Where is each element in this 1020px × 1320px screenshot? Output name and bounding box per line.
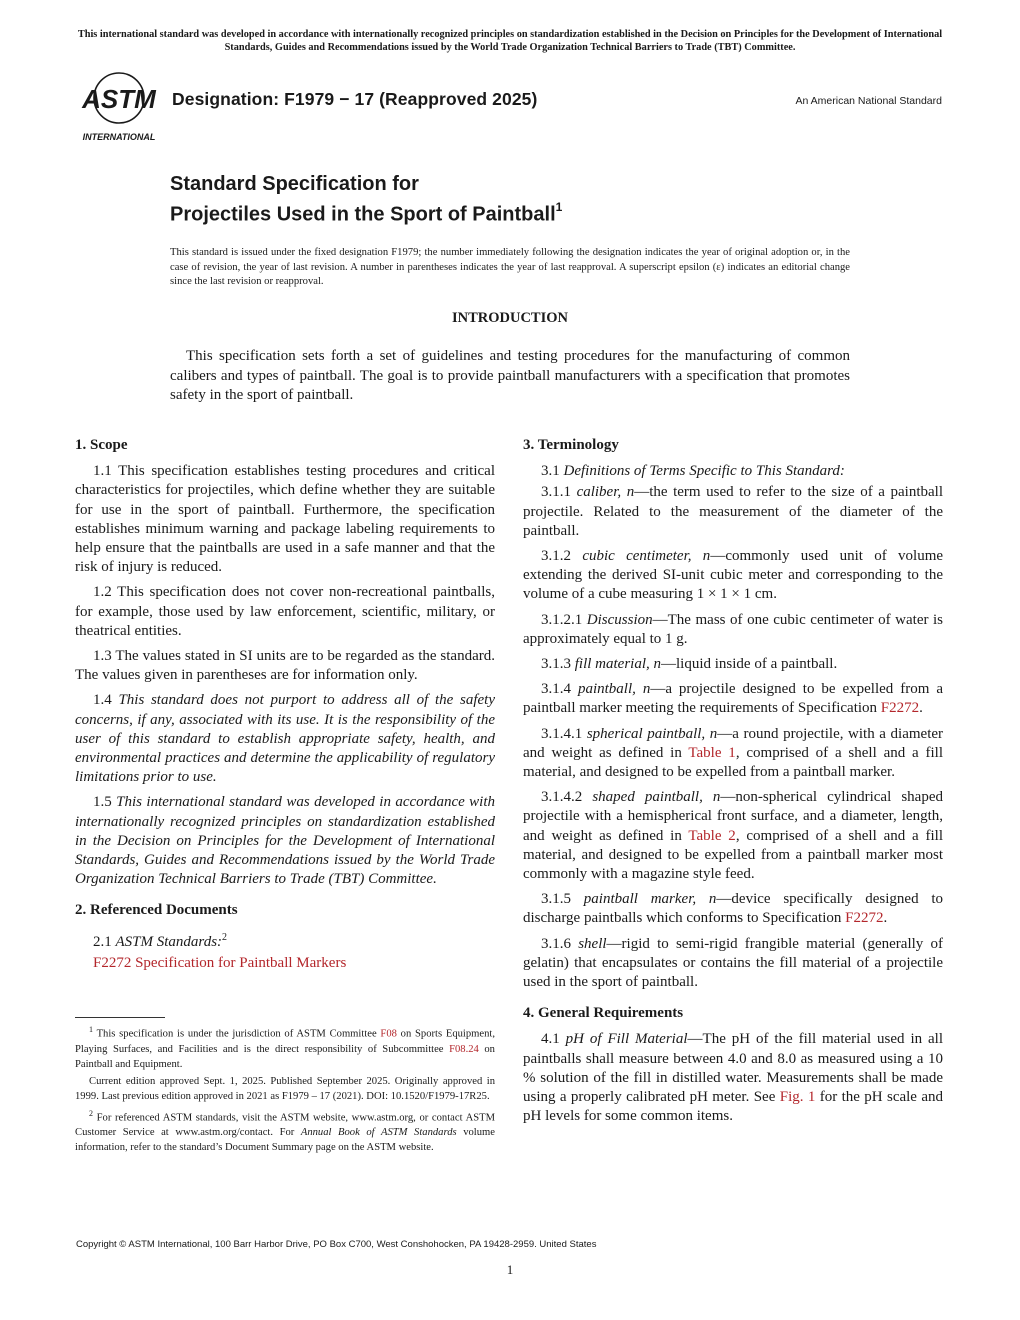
footnotes <box>75 1022 495 1157</box>
f2272-link[interactable]: F2272 <box>880 700 920 717</box>
footnote-1-text-b: on Sports Equipment, Playing Surfaces, and Facilities and is the direct responsibility of Subcommittee <box>75 1028 495 1055</box>
term-fill-material: fill material, n <box>574 656 661 673</box>
general-ph-text-b: for the pH scale and pH levels for some common items. <box>523 1089 943 1125</box>
general-4-1-number: 4.1 <box>541 1031 560 1048</box>
reference-f2272[interactable] <box>75 954 495 973</box>
footnote-2-mark: 2 <box>89 1108 93 1118</box>
term-3-1-number: 3.1 <box>541 463 560 480</box>
term-3-1-4: 3.1.4 paintball, n—a projectile designed to be expelled from a paintball marker meeting the requirements of Specification F2272. <box>523 681 944 717</box>
term-3-1-2 <box>523 547 943 605</box>
term-spherical-paintball: spherical paintball, n <box>586 725 718 742</box>
term-3-1-6-number: 3.1.6 <box>541 935 571 952</box>
term-3-1-4-1-number: 3.1.4.1 <box>541 725 583 742</box>
term-spherical-def-b: , comprised of a shell and a fill material, and designed to be expelled from a paintball marker. <box>523 744 943 781</box>
introduction-heading: INTRODUCTION <box>451 310 568 326</box>
logo-letters: ASTM <box>82 84 156 114</box>
issuance-note: This standard is issued under the fixed designation F1979; the number immediately following the designation indicates the year of original adoption or, in the case of revision, the year of last revision. A number in parentheses indicates the year of last reapproval. A superscript epsilon (ε) indicates an editorial change since the last revision or reapproval. <box>170 247 850 287</box>
ref-footnote-mark: 2 <box>222 931 228 943</box>
fig-1-link[interactable]: Fig. 1 <box>779 1089 816 1106</box>
term-3-1 <box>523 462 943 481</box>
scope-1-5 <box>75 793 495 889</box>
term-discussion-def: —The mass of one cubic centimeter of water is approximately equal to 1 g. <box>523 611 944 647</box>
term-3-1-text: Definitions of Terms Specific to This Standard: <box>563 463 845 480</box>
logo-caption: INTERNATIONAL <box>82 132 156 142</box>
term-paintball-marker: paintball marker, n <box>583 891 717 908</box>
footnote-2 <box>75 1106 495 1156</box>
term-3-1-4-number: 3.1.4 <box>541 681 571 698</box>
committee-f08-link[interactable]: F08 <box>380 1028 397 1040</box>
american-national-standard-label: An American National Standard <box>795 95 942 107</box>
term-3-1-5-number: 3.1.5 <box>541 891 571 908</box>
document-title <box>170 172 562 228</box>
term-caliber: caliber, n <box>576 484 635 501</box>
astm-logo <box>76 70 162 144</box>
term-shaped-def-a: —non-spherical cylindrical shaped projectile with a hemispherical front surface, and a diameter, length, and weight as defined in <box>523 789 943 844</box>
term-caliber-def: —the term used to refer to the size of a paintball projectile. Related to the measurement of the diameter of the paintball. <box>523 484 944 539</box>
term-3-1-2-1-number: 3.1.2.1 <box>541 611 583 628</box>
f2272-link-2[interactable]: F2272 <box>845 910 884 927</box>
footnote-1-edition: Current edition approved Sept. 1, 2025. Published September 2025. Originally approved in 1999. Last previous edition approved in 2021 as F1979 – 17 (2021). DOI: 10.1520/F1979-17R25. <box>75 1075 495 1102</box>
scope-1-4 <box>75 691 495 787</box>
footnote-2-text-b: volume information, refer to the standard’s Document Summary page on the ASTM website. <box>75 1127 495 1154</box>
term-3-1-1-number: 3.1.1 <box>541 484 571 501</box>
footnote-2-text-a: For referenced ASTM standards, visit the ASTM website, www.astm.org, or contact ASTM Customer Service at www.astm.org/contact. For <box>75 1112 495 1139</box>
term-paintball: paintball, n <box>577 681 651 698</box>
term-3-1-4-2 <box>523 788 943 884</box>
title-line-1: Standard Specification for <box>170 173 419 195</box>
term-fill-material-def: —liquid inside of a paintball. <box>661 656 838 673</box>
scope-1-5-number: 1.5 <box>93 794 112 811</box>
term-3-1-4-2-number: 3.1.4.2 <box>541 789 583 806</box>
designation: Designation: F1979 − 17 (Reapproved 2025) <box>172 89 538 109</box>
term-3-1-2-number: 3.1.2 <box>541 548 571 565</box>
term-3-1-6 <box>523 935 943 993</box>
title-line-2: Projectiles Used in the Sport of Paintball <box>170 203 556 226</box>
footnote-2-italic: Annual Book of ASTM Standards <box>300 1127 457 1139</box>
introduction-body: This specification sets forth a set of guidelines and testing procedures for the manufacturing of common calibers and types of paintball. The goal is to provide paintball manufacturers with a specification that promotes safety in the sport of paintball. <box>170 348 850 403</box>
term-shell: shell <box>578 935 607 952</box>
term-discussion: Discussion <box>586 611 653 628</box>
term-3-1-1 <box>523 483 943 541</box>
scope-1-1: 1.1 This specification establishes testing procedures and critical characteristics for projectiles, which define whether they are suitable for use in the sport of paintball. Furthermore, the specification establishes minimum warning and package labeling requirements to help ensure that the paintballs are used in a safe manner and that the risk of injury is reduced. <box>75 463 495 576</box>
scope-heading: 1. Scope <box>75 437 128 453</box>
term-paintball-def: —a projectile designed to be expelled from a paintball marker meeting the requirements of Specification <box>523 681 944 717</box>
scope-1-2: 1.2 This specification does not cover non-recreational paintballs, for example, those used by law enforcement, scientific, military, or theatrical entities. <box>75 584 495 639</box>
terminology-heading: 3. Terminology <box>523 437 619 453</box>
left-column <box>75 436 495 979</box>
term-cubic-centimeter: cubic centimeter, n <box>582 548 711 565</box>
ref-2-1-number: 2.1 <box>93 933 112 950</box>
general-requirements-heading: 4. General Requirements <box>523 1005 684 1022</box>
astm-standards-label <box>75 928 495 952</box>
referenced-documents-heading: 2. Referenced Documents <box>75 902 238 919</box>
footnote-1-text-c: on Paintball and Equipment. <box>75 1043 495 1070</box>
term-3-1-4-1 <box>523 725 943 783</box>
term-shell-def: —rigid to semi-rigid frangible material (generally of gelatin) that encapsulates or contains the fill material of a projectile used in the sport of paintball. <box>523 935 943 991</box>
scope-1-3: 1.3 The values stated in SI units are to be regarded as the standard. The values given in parentheses are for information only. <box>75 648 495 684</box>
term-shaped-paintball: shaped paintball, n <box>592 789 721 806</box>
term-3-1-3-number: 3.1.3 <box>541 656 571 673</box>
term-spherical-def-a: —a round projectile, with a diameter and weight as defined in <box>523 725 944 761</box>
reference-code-link[interactable]: F2272 <box>93 954 132 971</box>
footnote-rule <box>75 1017 165 1018</box>
table-1-link[interactable]: Table 1 <box>688 744 736 761</box>
ref-2-1-text: ASTM Standards: <box>115 933 223 950</box>
page-number: 1 <box>506 1262 514 1277</box>
right-column <box>523 436 943 1133</box>
wto-notice: This international standard was developed in accordance with internationally recognized principles on standardization established in the Decision on Principles for the Development of International Standards, Guides and Recommendations issued by the World Trade Organization Technical Barriers to Trade (TBT) Committee. <box>77 29 943 53</box>
footnote-1-text-a: This specification is under the jurisdiction of ASTM Committee <box>96 1028 381 1040</box>
term-3-1-3 <box>523 655 943 674</box>
reference-title-link[interactable]: Specification for Paintball Markers <box>135 954 347 971</box>
scope-1-4-number: 1.4 <box>93 692 112 709</box>
general-4-1 <box>523 1030 943 1126</box>
term-cubic-centimeter-def: —commonly used unit of volume extending the derived SI-unit cubic meter and corresponding to the volume of a cube measuring 1 × 1 × 1 cm. <box>523 548 944 603</box>
scope-1-4-text: This standard does not purport to address all of the safety concerns, if any, associated with its use. It is the responsibility of the user of this standard to establish appropriate safety, health, and environmental practices and determine the applicability of regulatory limitations prior to use. <box>75 692 496 786</box>
table-2-link[interactable]: Table 2 <box>688 827 736 844</box>
term-shaped-def-b: , comprised of a shell and a fill material, and designed to be expelled from a paintball marker most commonly with a magazine style feed. <box>523 827 943 883</box>
subcommittee-f08-24-link[interactable]: F08.24 <box>449 1043 479 1055</box>
footnote-1 <box>75 1022 495 1072</box>
title-footnote-mark: 1 <box>555 200 563 214</box>
general-ph-text-a: —The pH of the fill material used in all paintballs shall measure between 4.0 and 8.0 as measured using a 10 % solution of the fill in distilled water. Measurements shall be made using a properly calibrated pH meter. See <box>523 1031 944 1106</box>
general-ph-term: pH of Fill Material <box>565 1031 688 1048</box>
footnote-1-mark: 1 <box>89 1025 93 1034</box>
term-3-1-5: 3.1.5 paintball marker, n—device specifically designed to discharge paintballs which conforms to Specification F2272. <box>523 891 944 927</box>
copyright-notice: Copyright © ASTM International, 100 Barr Harbor Drive, PO Box C700, West Conshohocken, PA 19428-2959. United States <box>76 1239 597 1250</box>
scope-1-5-text: This international standard was developed in accordance with internationally recognized principles on standardization established in the Decision on Principles for the Development of International Standards, Guides and Recommendations issued by the World Trade Organization Technical Barriers to Trade (TBT) Committee. <box>75 794 495 888</box>
term-3-1-2-1 <box>523 611 943 649</box>
term-paintball-marker-def: —device specifically designed to discharge paintballs which conforms to Specification <box>523 891 944 927</box>
